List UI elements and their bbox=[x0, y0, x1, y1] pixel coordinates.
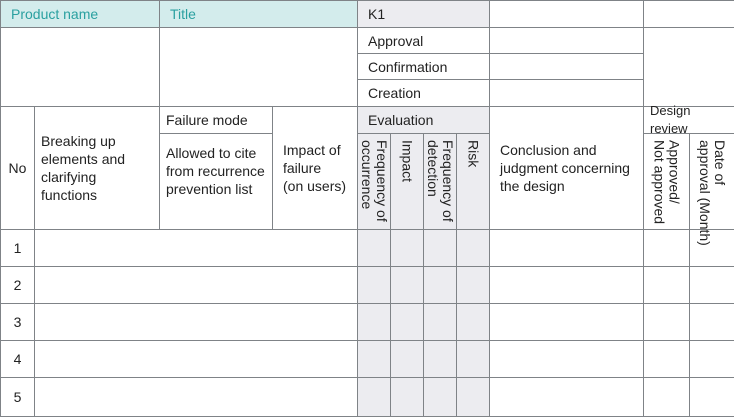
row-conclusion-cell[interactable] bbox=[489, 303, 644, 341]
row-approved-cell[interactable] bbox=[643, 340, 690, 378]
design-review-label: Design review bbox=[650, 103, 691, 136]
row-occurrence-cell[interactable] bbox=[357, 229, 391, 267]
row-detection-cell[interactable] bbox=[423, 377, 457, 417]
function-header-label bbox=[41, 132, 153, 204]
row-number bbox=[0, 266, 35, 304]
product-name-label: Product name bbox=[11, 6, 99, 22]
impact-header-line: Impact of bbox=[283, 142, 341, 158]
k1-label: K1 bbox=[368, 6, 386, 22]
row-approved-cell[interactable] bbox=[643, 377, 690, 417]
approval-line: approval bbox=[697, 140, 713, 194]
row-conclusion-cell[interactable] bbox=[489, 340, 644, 378]
approved-line: Approved/ bbox=[666, 140, 683, 204]
frequency-detection-line: detection bbox=[425, 140, 441, 197]
stamp-field[interactable] bbox=[643, 27, 734, 107]
frequency-detection-line: Frequency of bbox=[440, 140, 456, 222]
frequency-occurrence-line: occurrence bbox=[359, 140, 375, 210]
impact-header-line: (on users) bbox=[283, 178, 347, 194]
impact-eval-header bbox=[390, 133, 424, 230]
row-impact-cell[interactable] bbox=[390, 303, 424, 341]
row-date-cell[interactable] bbox=[689, 340, 734, 378]
conclusion-header-line: judgment concerning bbox=[500, 160, 630, 176]
frequency-detection-label bbox=[425, 140, 455, 222]
row-number bbox=[0, 377, 35, 417]
failure-mode-label: Failure mode bbox=[166, 112, 248, 128]
row-impact-cell[interactable] bbox=[390, 229, 424, 267]
function-header-line: elements and bbox=[41, 151, 126, 167]
failure-mode-note-line: Allowed to cite bbox=[166, 145, 257, 161]
row-impact-cell[interactable] bbox=[390, 266, 424, 304]
row-detection-cell[interactable] bbox=[423, 303, 457, 341]
row-number-text: 3 bbox=[13, 314, 22, 330]
product-name-header bbox=[0, 0, 160, 28]
row-description-cell[interactable] bbox=[34, 303, 358, 341]
row-description-cell[interactable] bbox=[34, 229, 358, 267]
row-impact-cell[interactable] bbox=[390, 340, 424, 378]
month-unit: (Month) bbox=[697, 197, 713, 246]
row-number bbox=[0, 340, 35, 378]
title-field[interactable] bbox=[159, 27, 358, 107]
confirmation-label: Confirmation bbox=[368, 58, 448, 75]
failure-mode-note bbox=[159, 133, 273, 230]
date-of-line: Date of bbox=[712, 140, 728, 186]
k1-extra-field[interactable] bbox=[643, 0, 734, 28]
conclusion-header-label bbox=[500, 141, 630, 195]
approved-label bbox=[652, 140, 682, 224]
function-column-header bbox=[34, 106, 160, 230]
impact-header-line: failure bbox=[283, 160, 322, 176]
approved-header bbox=[643, 133, 690, 230]
evaluation-label: Evaluation bbox=[368, 112, 434, 128]
row-number-text: 2 bbox=[13, 277, 22, 293]
evaluation-header bbox=[357, 106, 490, 134]
row-date-cell[interactable] bbox=[689, 266, 734, 304]
k1-label-cell bbox=[357, 0, 490, 28]
row-detection-cell[interactable] bbox=[423, 229, 457, 267]
approval-label: Approval bbox=[368, 32, 424, 49]
row-date-cell[interactable] bbox=[689, 377, 734, 417]
confirmation-label-cell bbox=[357, 53, 490, 80]
failure-mode-note-line: from recurrence bbox=[166, 163, 265, 179]
row-approved-cell[interactable] bbox=[643, 266, 690, 304]
row-number-text: 5 bbox=[13, 389, 22, 405]
row-occurrence-cell[interactable] bbox=[357, 340, 391, 378]
approval-field[interactable] bbox=[489, 27, 644, 54]
failure-mode-note-line: prevention list bbox=[166, 181, 253, 197]
row-description-cell[interactable] bbox=[34, 340, 358, 378]
row-impact-cell[interactable] bbox=[390, 377, 424, 417]
approval-label-cell bbox=[357, 27, 490, 54]
frequency-detection-header bbox=[423, 133, 457, 230]
frequency-occurrence-label bbox=[359, 140, 389, 222]
row-conclusion-cell[interactable] bbox=[489, 266, 644, 304]
row-conclusion-cell[interactable] bbox=[489, 229, 644, 267]
row-risk-cell[interactable] bbox=[456, 303, 490, 341]
product-name-field[interactable] bbox=[0, 27, 160, 107]
row-occurrence-cell[interactable] bbox=[357, 303, 391, 341]
impact-header-label bbox=[283, 141, 346, 195]
creation-label: Creation bbox=[368, 85, 421, 101]
risk-header bbox=[456, 133, 490, 230]
conclusion-header-line: Conclusion and bbox=[500, 142, 597, 158]
conclusion-column-header bbox=[489, 106, 644, 230]
row-number bbox=[0, 229, 35, 267]
confirmation-field[interactable] bbox=[489, 53, 644, 80]
row-approved-cell[interactable] bbox=[643, 229, 690, 267]
row-description-cell[interactable] bbox=[34, 266, 358, 304]
title-label: Title bbox=[170, 6, 196, 22]
row-detection-cell[interactable] bbox=[423, 340, 457, 378]
row-number-text: 4 bbox=[13, 351, 22, 367]
design-review-header bbox=[643, 103, 734, 136]
frequency-occurrence-header bbox=[357, 133, 391, 230]
row-occurrence-cell[interactable] bbox=[357, 377, 391, 417]
function-header-line: clarifying functions bbox=[41, 169, 98, 203]
risk-label: Risk bbox=[465, 140, 482, 168]
no-column-header bbox=[0, 106, 35, 230]
row-conclusion-cell[interactable] bbox=[489, 377, 644, 417]
impact-column-header bbox=[272, 106, 358, 230]
no-header-label: No bbox=[8, 160, 27, 176]
title-header bbox=[159, 0, 358, 28]
row-number bbox=[0, 303, 35, 341]
creation-field[interactable] bbox=[489, 79, 644, 107]
row-description-cell[interactable] bbox=[34, 377, 358, 417]
approved-line: Not approved bbox=[651, 140, 668, 225]
function-header-line: Breaking up bbox=[41, 133, 116, 149]
impact-eval-label: Impact bbox=[399, 140, 416, 183]
row-number-text: 1 bbox=[13, 240, 22, 256]
row-date-cell[interactable] bbox=[689, 303, 734, 341]
row-approved-cell[interactable] bbox=[643, 303, 690, 341]
row-occurrence-cell[interactable] bbox=[357, 266, 391, 304]
frequency-occurrence-line: Frequency of bbox=[374, 140, 390, 222]
row-risk-cell[interactable] bbox=[456, 377, 490, 417]
approval-date-header bbox=[689, 133, 734, 246]
row-risk-cell[interactable] bbox=[456, 229, 490, 267]
row-date-cell[interactable] bbox=[689, 229, 734, 267]
row-risk-cell[interactable] bbox=[456, 340, 490, 378]
creation-label-cell bbox=[357, 79, 490, 107]
row-detection-cell[interactable] bbox=[423, 266, 457, 304]
row-risk-cell[interactable] bbox=[456, 266, 490, 304]
k1-field[interactable] bbox=[489, 0, 644, 28]
failure-mode-header bbox=[159, 106, 273, 134]
conclusion-header-line: the design bbox=[500, 178, 565, 194]
